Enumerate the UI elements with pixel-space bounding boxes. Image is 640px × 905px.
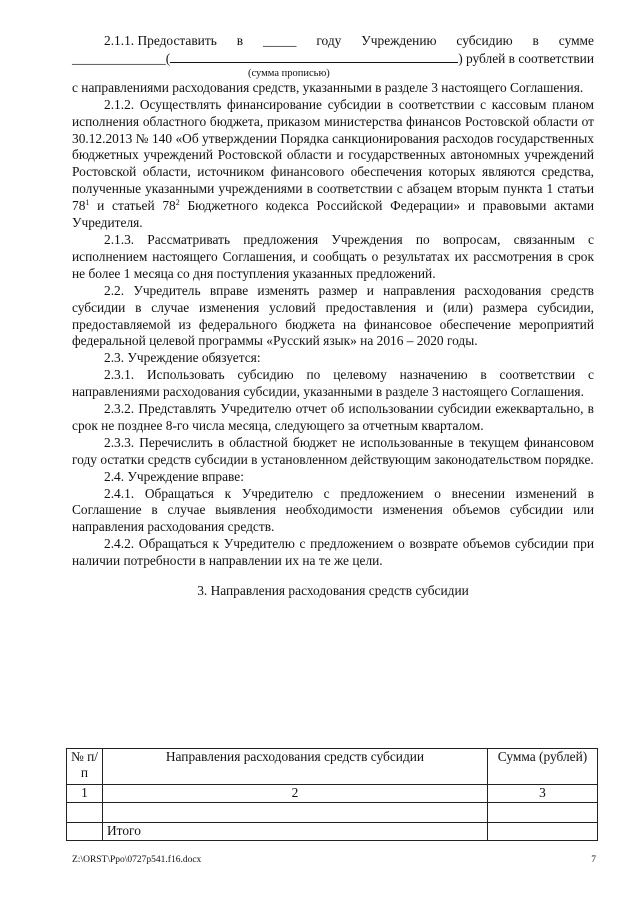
sum-digits-blank: ______________ — [72, 50, 166, 66]
word: 2.1.1. Предоставить — [104, 33, 217, 48]
col-number-2: 2 — [103, 785, 488, 803]
paragraph-2-4-1: 2.4.1. Обращаться к Учредителю с предложением о внесении изменений в Соглашение в случае выявления необходимости изменения объемов субсидии или направления расходования средств. — [72, 485, 594, 535]
subsidy-directions-table — [66, 748, 598, 841]
word: году — [316, 33, 342, 48]
superscript-2: 2 — [175, 198, 180, 208]
superscript-1: 1 — [85, 198, 90, 208]
document-body — [72, 33, 594, 616]
sum-words-blank-line — [170, 50, 458, 63]
paragraph-2-1-1-continuation: с направлениями расходования средств, указанными в разделе 3 настоящего Соглашения. — [72, 79, 584, 95]
paragraph-2-1-3: 2.1.3. Рассматривать предложения Учреждения по вопросам, связанным с исполнением настоящего Соглашения, и сообщать о результатах их рассмотрения в срок не более 1 месяца со дня поступления указанных предложений. — [72, 231, 594, 281]
header-sum: Сумма (рублей) — [488, 749, 598, 785]
paragraph-2-3-3: 2.3.3. Перечислить в областной бюджет не использованные в текущем финансовом году остатки средств субсидии в установленном действующим законодательством порядке. — [72, 434, 594, 467]
paragraph-2-2: 2.2. Учредитель вправе изменять размер и направления расходования средств субсидии в случае изменения условий предоставления и (или) размера субсидии, предоставляемой из федерального бюджета на финансовое обеспечение мероприятий федеральной целевой программы «Русский язык» на 2016 – 2020 годы. — [72, 282, 594, 349]
table-header-row — [67, 749, 598, 785]
p212-text-b: и статьей 78 — [89, 198, 176, 214]
table-cell — [67, 823, 103, 841]
table-row — [67, 803, 598, 823]
col-number-3: 3 — [488, 785, 598, 803]
table-cell — [67, 803, 103, 823]
paragraph-2-4: 2.4. Учреждение вправе: — [104, 468, 244, 484]
paragraph-2-1-2 — [72, 97, 594, 232]
paragraph-2-1-1-sum-line — [72, 50, 594, 68]
header-direction: Направления расходования средств субсидии — [103, 749, 488, 785]
year-blank: _____ — [262, 33, 297, 48]
word: субсидию — [456, 33, 513, 48]
p212-text-c: Бюджетного кодекса Российской Федерации» и правовыми актами Учредителя. — [72, 198, 594, 231]
open-paren: ( — [165, 50, 171, 66]
section-3-title: 3. Направления расходования средств субсидии — [197, 583, 469, 599]
table-numbering-row — [67, 785, 598, 803]
paragraph-2-3-1: 2.3.1. Использовать субсидию по целевому назначению в соответствии с направлениями расходования субсидии, указанными в разделе 3 настоящего Соглашения. — [72, 367, 594, 400]
paragraph-2-3: 2.3. Учреждение обязуется: — [104, 350, 261, 366]
word: Учреждению — [361, 33, 437, 48]
table-cell — [103, 803, 488, 823]
paragraph-2-3-2: 2.3.2. Представлять Учредителю отчет об использовании субсидии ежеквартально, в срок не позднее 8-го числа месяца, следующего за отчетным кварталом. — [72, 401, 594, 433]
table-cell — [488, 803, 598, 823]
col-number-1: 1 — [67, 785, 103, 803]
header-num: № п/п — [67, 749, 103, 785]
sum-caption: (сумма прописью) — [248, 67, 330, 79]
paragraph-2-4-2: 2.4.2. Обращаться к Учредителю с предложением о возврате объемов субсидии при наличии потребности в направлении их на те же цели. — [72, 536, 594, 569]
paragraph-2-1-1-first-line — [72, 33, 594, 50]
p212-text-a: 2.1.2. Осуществлять финансирование субсидии в соответствии с кассовым планом исполнения областного бюджета, приказом министерства финансов Ростовской области от 30.12.2013 № 140 «Об утверждении Порядка санкционирования расходов государственных бюджетных учреждений Ростовской области и государственных автономных учреждений Ростовской области, источником финансового обеспечения которых являются средства, полученные указанными учреждениями в соответствии с абзацем вторым пункта 1 статьи 78 — [72, 96, 594, 214]
table-total-row — [67, 823, 598, 841]
total-value — [488, 823, 598, 841]
word: в — [236, 33, 244, 48]
word: в — [532, 33, 539, 48]
file-path: Z:\ORST\Ppo\0727p541.f16.docx — [72, 855, 202, 865]
rubles-text: ) рублей в соответствии — [458, 50, 594, 66]
word: сумме — [558, 33, 594, 48]
page-footer — [72, 855, 596, 865]
page-number: 7 — [591, 855, 596, 865]
total-label: Итого — [103, 823, 488, 841]
